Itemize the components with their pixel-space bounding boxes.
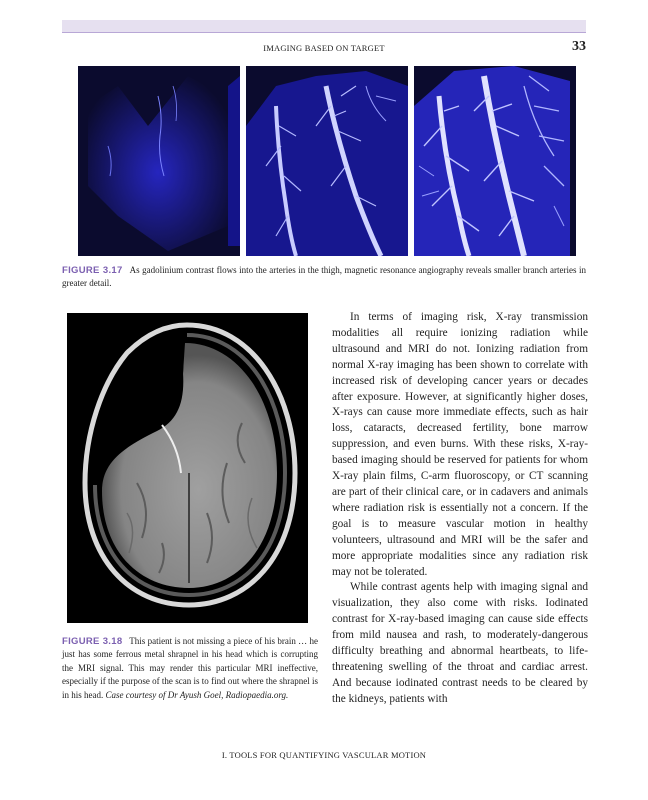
figure-3-17-caption-text: As gadolinium contrast flows into the arteries in the thigh, magnetic resonance angiography reveals smaller branch arteries in greater detail. [62, 265, 586, 288]
body-paragraph-1: In terms of imaging risk, X-ray transmission modalities all require ionizing radiation while ultrasound and MRI do not. Ionizing radiation from normal X-ray imaging has been shown to correlate with increased risk of developing cancer years or decades after exposure. However, at significantly higher doses, X-rays can cause more immediate effects, such as hair loss, cataracts, decreased fertility, bone marrow suppression, and even burns. With these risks, X-ray-based imaging should be reserved for patients for whom X-ray plain films, C-arm fluoroscopy, or CT scanning are part of their clinical care, or in cadavers and animals where radiation risk is essentially not a concern. If the goal is to measure vascular motion in healthy volunteers, ultrasound and MRI will be the safer and more appropriate modalities since any radiation risk may not be tolerated. [332, 311, 588, 578]
running-title: IMAGING BASED ON TARGET [263, 43, 385, 53]
figure-3-18-label: FIGURE 3.18 [62, 636, 123, 647]
running-header [62, 39, 586, 56]
figure-3-18-mri-image [67, 313, 308, 623]
mra-panel-mid [246, 66, 408, 256]
figure-3-18-credit: Case courtesy of Dr Ayush Goel, Radiopaedia.org. [105, 689, 289, 700]
figure-3-18-caption-text: This patient is not missing a piece of his brain … he just has some ferrous metal shrapnel in his head which is corrupting the MRI signal. This may render this particular MRI ineffective, especially if the purpose of the scan is to find out where the shrapnel is in his head. [62, 636, 318, 700]
figure-3-17-label: FIGURE 3.17 [62, 265, 123, 276]
figure-3-18-caption [62, 635, 318, 702]
mra-panel-late [414, 66, 576, 256]
figure-3-17 [78, 66, 570, 256]
body-text-column [332, 310, 588, 708]
mra-panel-early [78, 66, 240, 256]
page-number: 33 [572, 39, 586, 54]
figure-3-17-caption [62, 264, 586, 290]
header-rule-band [62, 20, 586, 33]
page-footer: I. TOOLS FOR QUANTIFYING VASCULAR MOTION [221, 750, 427, 760]
body-paragraph-2: While contrast agents help with imaging signal and visualization, they also come with risks. Iodinated contrast for X-ray-based imaging can cause side effects from mild nausea and rash, to moderately-dangerous difficulty breathing and abnormal heartbeats, to life-threatening swelling of the throat and cardiac arrest. And because iodinated contrast needs to be cleared by the kidneys, patients with [332, 581, 588, 705]
